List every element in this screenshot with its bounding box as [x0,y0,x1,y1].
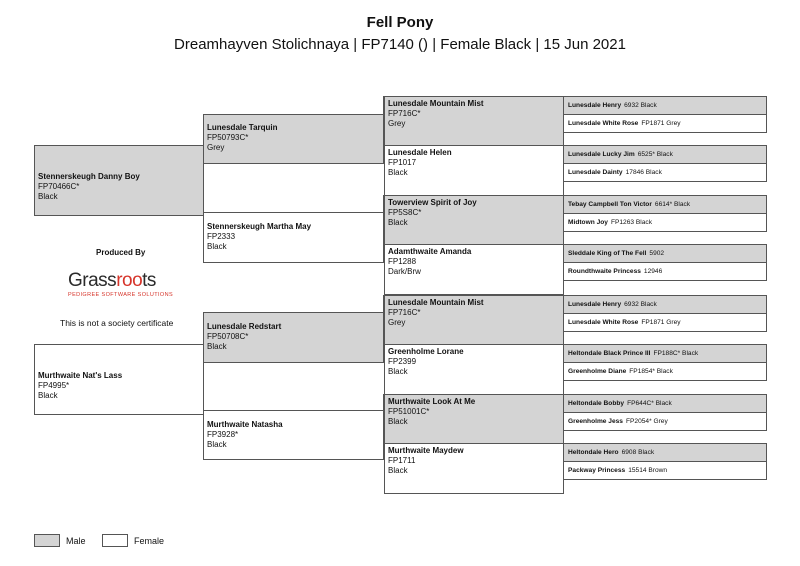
ancestor-gen3-7[interactable] [384,394,564,444]
ancestor-name: Packway Princess [568,466,626,474]
dam-dam-name: Murthwaite Natasha [207,420,283,429]
dam-box[interactable] [34,344,204,415]
ancestor-reg: FP1288 [388,257,417,266]
logo-text-start: Grass [68,270,117,291]
ancestor-gen3-4[interactable] [384,244,564,295]
ancestor-info: 6614* Black [654,200,691,208]
ancestor-name: Greenholme Jess [568,417,623,425]
logo-text-accent: roo [116,270,143,291]
ancestor-name: Lunesdale Henry [568,300,622,308]
ancestor-color: Black [388,466,408,475]
ancestor-info: FP2054* Grey [625,417,668,425]
ancestor-info: FP644C* Black [627,399,672,407]
ancestor-name: Lunesdale Mountain Mist [388,298,484,307]
ancestor-name: Midtown Joy [568,218,608,226]
dam-dam-color: Black [207,440,227,449]
sire-reg: FP70466C* [38,182,80,191]
ancestor-info: 15514 Brown [628,466,668,474]
ancestor-name: Lunesdale Helen [388,148,452,157]
grassroots-logo [68,270,156,292]
sire-dam-box[interactable] [203,212,384,263]
dam-sire-reg: FP50708C* [207,332,249,341]
ancestor-gen3-1[interactable] [384,96,564,146]
dam-reg: FP4995* [38,381,70,390]
dam-dam-box[interactable] [203,410,384,460]
ancestor-reg: FP5S8C* [388,208,422,217]
ancestor-name: Murthwaite Maydew [388,446,464,455]
ancestor-info: 12946 [643,267,663,275]
ancestor-gen4-12[interactable] [563,362,767,381]
ancestor-info: FP1871 Grey [641,318,681,326]
dam-name: Murthwaite Nat's Lass [38,371,123,380]
dam-sire-color: Black [207,342,227,351]
legend-female-swatch [102,534,128,547]
ancestor-name: Lunesdale Lucky Jim [568,150,635,158]
ancestor-name: Heltondale Hero [568,448,619,456]
ancestor-name: Lunesdale White Rose [568,318,639,326]
ancestor-gen4-15[interactable] [563,443,767,462]
sire-name: Stennerskeugh Danny Boy [38,172,140,181]
sire-sire-color: Grey [207,143,225,152]
ancestor-color: Grey [388,119,406,128]
ancestor-gen4-14[interactable] [563,412,767,431]
ancestor-name: Tebay Campbell Ton Victor [568,200,652,208]
ancestor-name: Lunesdale Dainty [568,168,623,176]
ancestor-gen4-6[interactable] [563,213,767,232]
ancestor-reg: FP1711 [388,456,416,465]
ancestor-color: Black [388,367,408,376]
ancestor-name: Greenholme Diane [568,367,627,375]
ancestor-color: Black [388,218,408,227]
ancestor-name: Roundthwaite Princess [568,267,641,275]
sire-dam-name: Stennerskeugh Martha May [207,222,312,231]
ancestor-color: Black [388,417,408,426]
dam-sire-box[interactable] [203,312,384,363]
ancestor-gen3-2[interactable] [384,145,564,196]
ancestor-info: FP188C* Black [653,349,699,357]
logo-tagline: PEDIGREE SOFTWARE SOLUTIONS [68,292,174,298]
legend-male-swatch [34,534,60,547]
ancestor-name: Lunesdale Henry [568,101,622,109]
ancestor-gen4-2[interactable] [563,114,767,133]
ancestor-gen4-1[interactable] [563,96,767,115]
disclaimer-text: This is not a society certificate [60,318,174,328]
ancestor-gen4-16[interactable] [563,461,767,480]
ancestor-info: 6525* Black [637,150,673,158]
ancestor-name: Adamthwaite Amanda [388,247,472,256]
dam-dam-reg: FP3928* [207,430,239,439]
produced-by-label: Produced By [96,248,146,257]
ancestor-info: 5902 [649,249,665,257]
dam-sire-name: Lunesdale Redstart [207,322,282,331]
ancestor-gen3-5[interactable] [384,295,564,345]
ancestor-info: FP1871 Grey [641,119,681,127]
legend-male-label: Male [66,536,86,546]
ancestor-name: Heltondale Bobby [568,399,625,407]
ancestor-gen4-8[interactable] [563,262,767,281]
ancestor-info: 6932 Black [624,101,657,109]
ancestor-name: Lunesdale Mountain Mist [388,99,484,108]
ancestor-gen3-8[interactable] [384,443,564,494]
ancestor-color: Grey [388,318,406,327]
ancestor-info: FP1263 Black [610,218,652,226]
ancestor-gen4-4[interactable] [563,163,767,182]
ancestor-reg: FP51001C* [388,407,430,416]
dam-color: Black [38,391,58,400]
ancestor-gen4-5[interactable] [563,195,767,214]
sire-sire-box[interactable] [203,114,384,164]
ancestor-name: Lunesdale White Rose [568,119,639,127]
ancestor-gen3-6[interactable] [384,344,564,395]
ancestor-reg: FP2399 [388,357,417,366]
ancestor-reg: FP716C* [388,308,421,317]
ancestor-gen4-11[interactable] [563,344,767,363]
ancestor-color: Black [388,168,408,177]
ancestor-reg: FP716C* [388,109,421,118]
legend-female-label: Female [134,536,165,546]
ancestor-info: 17846 Black [625,168,662,176]
ancestor-name: Murthwaite Look At Me [388,397,476,406]
ancestor-info: FP1854* Black [629,367,673,375]
ancestor-gen3-3[interactable] [384,195,564,245]
ancestor-name: Greenholme Lorane [388,347,464,356]
ancestor-gen4-10[interactable] [563,313,767,332]
ancestor-color: Dark/Brw [388,267,421,276]
ancestor-name: Towerview Spirit of Joy [388,198,477,207]
ancestor-info: 6908 Black [621,448,655,456]
logo-text-end: ts [142,270,156,291]
sire-color: Black [38,192,58,201]
sire-dam-color: Black [207,242,227,251]
horse-subtitle: Dreamhayven Stolichnaya | FP7140 () | Female Black | 15 Jun 2021 [174,36,626,53]
sire-dam-reg: FP2333 [207,232,236,241]
sire-sire-reg: FP50793C* [207,133,249,142]
ancestor-name: Heltondale Black Prince III [568,349,651,357]
ancestor-gen4-13[interactable] [563,394,767,413]
ancestor-reg: FP1017 [388,158,417,167]
ancestor-info: 6932 Black [624,300,657,308]
ancestor-gen4-3[interactable] [563,145,767,164]
sire-sire-name: Lunesdale Tarquin [207,123,278,132]
sire-box[interactable] [34,145,204,216]
breed-title: Fell Pony [366,14,434,31]
ancestor-name: Sleddale King of The Fell [568,249,647,257]
ancestor-gen4-9[interactable] [563,295,767,314]
ancestor-gen4-7[interactable] [563,244,767,263]
